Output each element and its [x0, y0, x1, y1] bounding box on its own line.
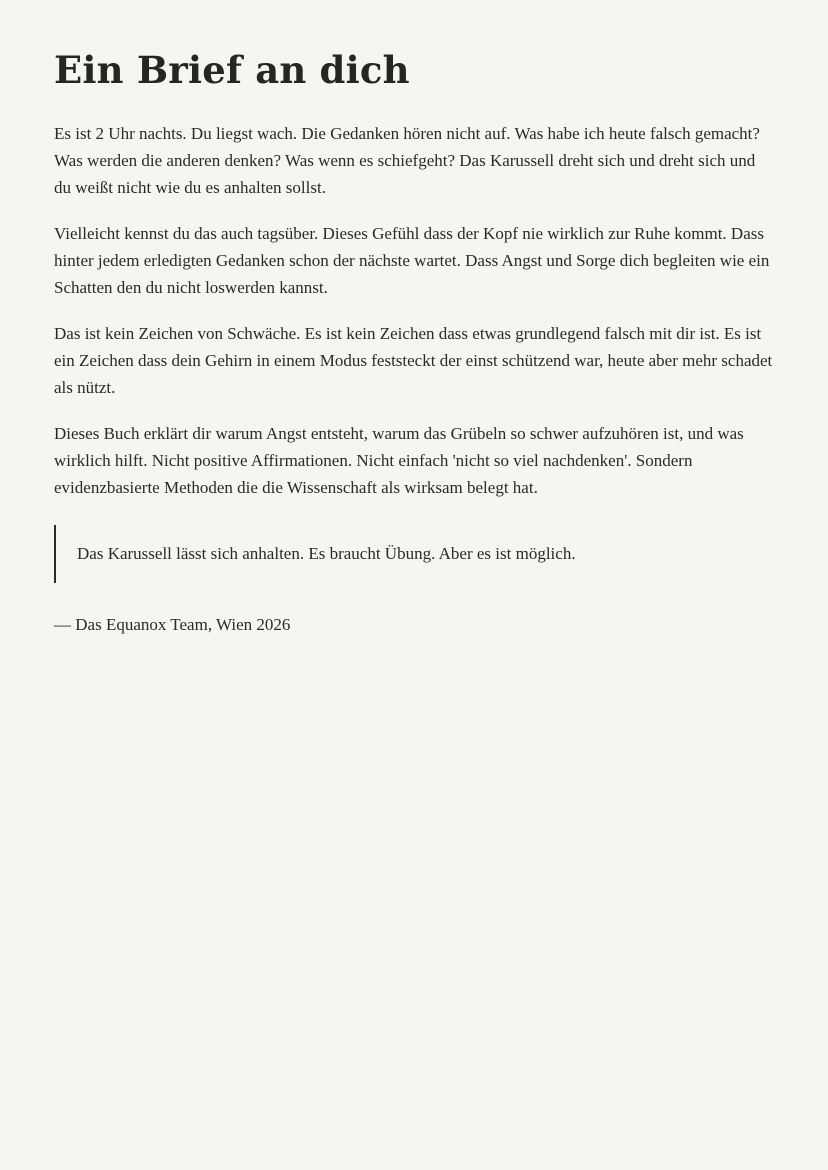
letter-paragraph-2: Vielleicht kennst du das auch tagsüber. Dieses Gefühl dass der Kopf nie wirklich zur Ruhe kommt. Dass hinter jedem erledigten Gedanken schon der nächste wartet. Dass Angst und Sorge dich begleiten wie ein Schatten den du nicht loswerden kannst.: [54, 224, 770, 297]
pull-quote: [54, 525, 774, 583]
signature-line: — Das Equanox Team, Wien 2026: [54, 615, 291, 634]
letter-paragraph-1: Es ist 2 Uhr nachts. Du liegst wach. Die Gedanken hören nicht auf. Was habe ich heute falsch gemacht? Was werden die anderen denken? Was wenn es schiefgeht? Das Karussell dreht sich und dreht sich und du weißt nicht wie du es anhalten sollst.: [54, 124, 760, 197]
letter-paragraph-4: Dieses Buch erklärt dir warum Angst entsteht, warum das Grübeln so schwer aufzuhören ist, und was wirklich hilft. Nicht positive Affirmationen. Nicht einfach 'nicht so viel nachdenken'. Sondern evidenzbasierte Methoden die die Wissenschaft als wirksam belegt hat.: [54, 424, 744, 497]
pull-quote-text: Das Karussell lässt sich anhalten. Es braucht Übung. Aber es ist möglich.: [77, 544, 576, 563]
letter-paragraph-3: Das ist kein Zeichen von Schwäche. Es ist kein Zeichen dass etwas grundlegend falsch mit dir ist. Es ist ein Zeichen dass dein Gehirn in einem Modus feststeckt der einst schützend war, heute aber mehr schadet als nützt.: [54, 324, 773, 397]
page-title: Ein Brief an dich: [54, 48, 410, 92]
letter-body: [54, 120, 774, 501]
